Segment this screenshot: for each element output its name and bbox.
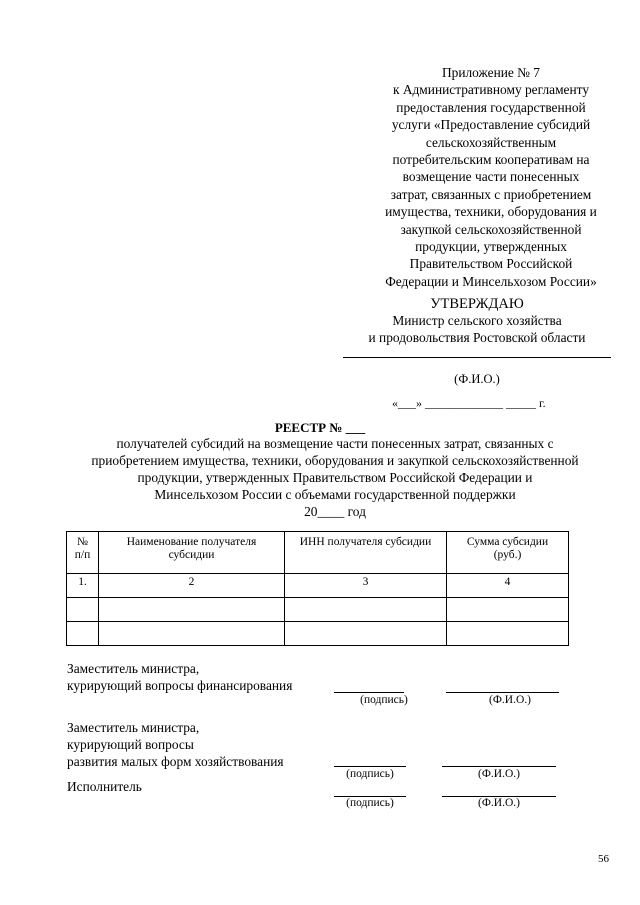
table-cell: [285, 598, 447, 622]
header-number-line: №: [77, 536, 88, 548]
appendix-line: предоставления государственной: [396, 99, 586, 115]
header-amount-line: (руб.): [493, 549, 522, 561]
header-inn-line: ИНН получателя субсидии: [299, 536, 432, 548]
appendix-line: к Административному регламенту: [392, 82, 590, 98]
registry-title: РЕЕСТР № ___: [274, 420, 366, 435]
small-business-signatory: [67, 720, 284, 770]
small-business-sign-caption: (подпись): [346, 768, 394, 780]
table-cell: [447, 598, 569, 622]
appendix-line: Приложение № 7: [441, 65, 541, 80]
appendix-line: потребительским кооперативам на: [392, 152, 590, 168]
executor-fio-caption: (Ф.И.О.): [478, 797, 520, 809]
approval-signature-line: [343, 357, 611, 358]
finance-signatory: [67, 661, 292, 695]
appendix-line: Федерации и Минсельхозом России»: [385, 273, 597, 289]
table-cell: 4: [447, 574, 569, 598]
finance-sign-caption: (подпись): [360, 694, 408, 706]
registry-table: [66, 531, 569, 646]
appendix-line: сельскохозяйственным: [425, 134, 557, 150]
finance-fio-caption: (Ф.И.О.): [489, 694, 531, 706]
header-number-line: п/п: [74, 549, 91, 561]
registry-description-line: приобретением имущества, техники, оборудования и закупкой сельскохозяйственной: [91, 453, 579, 468]
finance-fio-line: [446, 692, 559, 693]
table-row: [67, 598, 569, 622]
small-business-sign-line: [334, 766, 406, 767]
appendix-line: продукции, утвержденных: [415, 239, 567, 255]
signatory-line: курирующий вопросы: [67, 736, 194, 752]
header-inn: [285, 532, 447, 574]
header-amount-line: Сумма субсидии: [466, 536, 549, 548]
table-cell: [99, 598, 285, 622]
appendix-line: услуги «Предоставление субсидий: [391, 117, 591, 133]
table-cell: [447, 622, 569, 646]
registry-description-line: получателей субсидий на возмещение части понесенных затрат, связанных с: [116, 436, 554, 451]
table-cell: 3: [285, 574, 447, 598]
header-recipient-name: [99, 532, 285, 574]
page-number: 56: [598, 853, 609, 865]
registry-description: [40, 435, 630, 520]
table-header-row: [67, 532, 569, 574]
approval-position: и продовольствия Ростовской области: [368, 329, 586, 345]
approval-date: «___» _____________ _____ г.: [392, 396, 546, 410]
table-cell: [67, 622, 99, 646]
table-cell: [99, 622, 285, 646]
signatory-line: Заместитель министра,: [67, 661, 200, 676]
table-cell: 1.: [67, 574, 99, 598]
signatory-line: Заместитель министра,: [67, 720, 200, 735]
appendix-line: закупкой сельскохозяйственной: [400, 221, 582, 237]
appendix-line: затрат, связанных с приобретением: [390, 186, 592, 202]
approval-position: Министр сельского хозяйства: [392, 313, 562, 328]
signatory-line: курирующий вопросы финансирования: [67, 677, 293, 693]
table-column-number-row: [67, 574, 569, 598]
executor-label: Исполнитель: [67, 779, 142, 794]
appendix-line: возмещение части понесенных: [402, 169, 580, 185]
header-number: [67, 532, 99, 574]
appendix-header: [356, 64, 626, 290]
appendix-line: имущества, техники, оборудования и: [385, 204, 597, 220]
header-recipient-line: субсидии: [168, 549, 215, 561]
table-cell: 2: [99, 574, 285, 598]
registry-description-line: Минсельхозом России с объемами государственной поддержки: [154, 487, 516, 502]
approval-block: [343, 296, 611, 346]
header-recipient-line: Наименование получателя: [126, 536, 257, 548]
header-amount: [447, 532, 569, 574]
small-business-fio-caption: (Ф.И.О.): [478, 768, 520, 780]
finance-sign-line: [334, 692, 404, 693]
signatory-line: развития малых форм хозяйствования: [67, 753, 284, 769]
small-business-fio-line: [442, 766, 556, 767]
table-cell: [67, 598, 99, 622]
executor-sign-caption: (подпись): [346, 797, 394, 809]
registry-year: 20____ год: [304, 504, 366, 519]
approval-title: УТВЕРЖДАЮ: [430, 296, 524, 312]
table-row: [67, 622, 569, 646]
approval-fio: (Ф.И.О.): [454, 372, 500, 386]
table-cell: [285, 622, 447, 646]
appendix-line: Правительством Российской: [409, 256, 573, 272]
registry-description-line: продукции, утвержденных Правительством Российской Федерации и: [137, 470, 533, 485]
